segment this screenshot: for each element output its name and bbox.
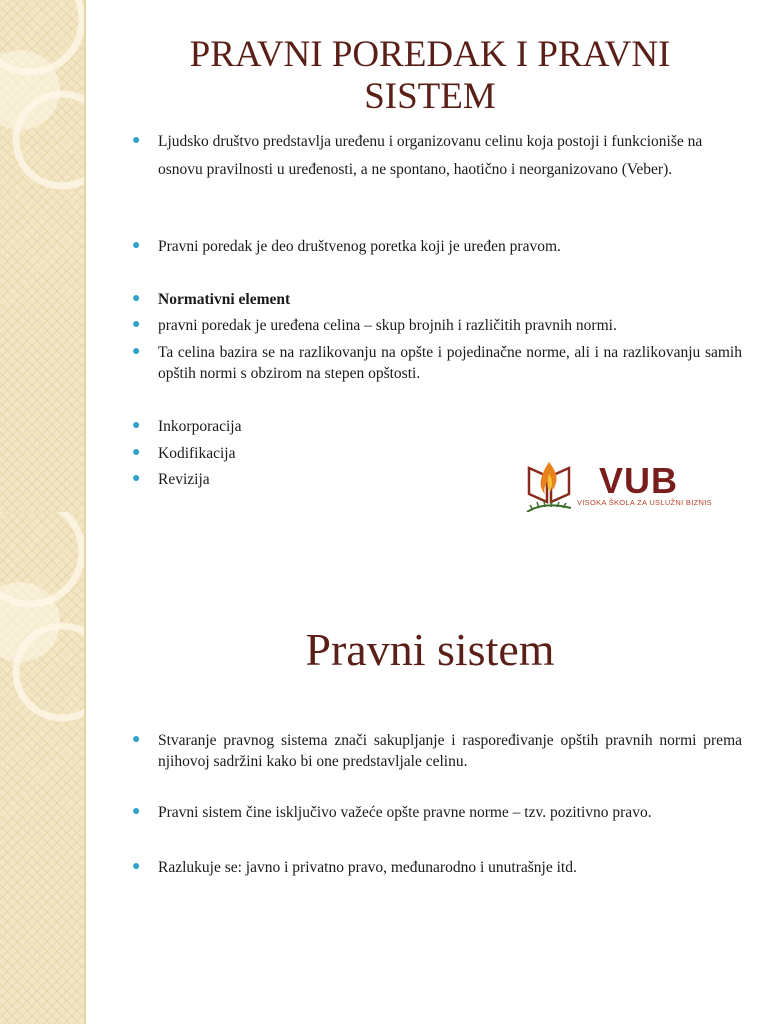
list-item: ● Pravni sistem čine isključivo važeće opšte pravne norme – tzv. pozitivno pravo. bbox=[137, 802, 742, 823]
list-item: ● pravni poredak je uređena celina – skup brojnih i različitih pravnih normi. bbox=[137, 315, 742, 336]
list-item: ● Ta celina bazira se na razlikovanju na opšte i pojedinačne norme, ali i na razlikovanju samih opštih normi s obzirom na stepen opštosti. bbox=[137, 342, 742, 384]
list-item: ● Stvaranje pravnog sistema znači sakupljanje i raspoređivanje opštih pravnih normi prema njihovoj sadržini kako bi one predstavljale celinu. bbox=[137, 730, 742, 772]
bullet-icon: ● bbox=[132, 804, 141, 819]
slide-2 bbox=[0, 512, 768, 1024]
decorative-rings-icon bbox=[0, 512, 84, 1024]
list-item: ● Inkorporacija bbox=[137, 416, 742, 437]
flame-book-icon bbox=[525, 458, 575, 512]
logo-name: VUB bbox=[599, 460, 679, 501]
list-item: ● Normativni element bbox=[137, 289, 742, 310]
list-item: ● Revizija bbox=[137, 469, 742, 490]
logo-subtitle: VISOKA ŠKOLA ZA USLUŽNI BIZNIS bbox=[577, 498, 712, 507]
bullet-icon: ● bbox=[132, 317, 141, 332]
bullet-icon: ● bbox=[132, 344, 141, 359]
bullet-icon: ● bbox=[132, 471, 141, 486]
vub-logo bbox=[525, 458, 725, 512]
slide-1-title: PRAVNI POREDAK I PRAVNI SISTEM bbox=[189, 34, 671, 117]
bullet-icon: ● bbox=[132, 732, 141, 747]
list-item: ● Kodifikacija bbox=[137, 443, 742, 464]
bullet-icon: ● bbox=[132, 859, 141, 874]
decorative-side-strip bbox=[0, 512, 86, 1024]
bullet-icon: ● bbox=[132, 445, 141, 460]
bullet-icon: ● bbox=[132, 291, 141, 306]
decorative-side-strip bbox=[0, 0, 86, 512]
bullet-icon: ● bbox=[132, 418, 141, 433]
decorative-rings-icon bbox=[0, 0, 84, 512]
slide-2-title: Pravni sistem bbox=[305, 624, 555, 675]
bullet-icon: ● bbox=[132, 238, 141, 253]
list-item: ● Pravni poredak je deo društvenog poretka koji je uređen pravom. bbox=[137, 236, 742, 257]
list-item: ● Ljudsko društvo predstavlja uređenu i organizovanu celinu koja postoji i funkcioniše na osnovu pravilnosti u uređenosti, a ne spontano, haotično i neorganizovano (Veber). bbox=[137, 128, 742, 184]
list-item: ● Razlukuje se: javno i privatno pravo, međunarodno i unutrašnje itd. bbox=[137, 857, 742, 878]
bullet-icon: ● bbox=[132, 133, 141, 148]
